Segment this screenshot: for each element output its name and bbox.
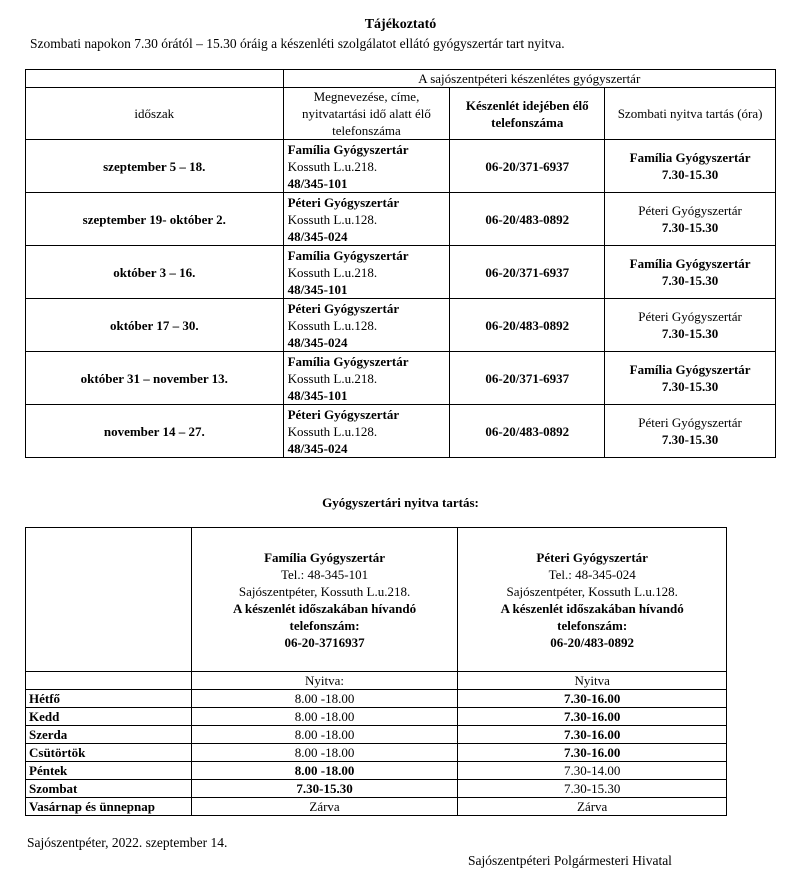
table-row [26, 140, 776, 193]
period-cell: október 31 – november 13. [26, 352, 284, 405]
duty-phone-cell: 06-20/371-6937 [450, 246, 605, 299]
pharmacy-phone: 48/345-024 [287, 334, 348, 350]
day-cell: Kedd [26, 708, 192, 726]
pharmacy-name: Péteri Gyógyszertár [287, 406, 400, 422]
saturday-pharmacy: Família Gyógyszertár [629, 256, 751, 271]
pharmacy-name: Péteri Gyógyszertár [536, 549, 648, 565]
duty-phone-cell: 06-20/371-6937 [450, 140, 605, 193]
column-header-saturday: Szombati nyitva tartás (óra) [605, 88, 776, 140]
duty-label: A készenlét időszakában hívandó telefonszám: [500, 600, 684, 633]
table-row [26, 690, 727, 708]
pharmacy-header-familia [191, 528, 458, 672]
day-cell: Szerda [26, 726, 192, 744]
empty-cell [26, 672, 192, 690]
footer-signature: Sajószentpéteri Polgármesteri Hivatal [468, 853, 672, 868]
pharmacy-address: Kossuth L.u.128. [287, 317, 378, 333]
pharmacy-name: Família Gyógyszertár [287, 247, 409, 263]
group-header: A sajószentpéteri készenlétes gyógyszertár [283, 70, 775, 88]
period-cell: október 17 – 30. [26, 299, 284, 352]
duty-phone: 06-20-3716937 [284, 634, 365, 650]
table-row [26, 246, 776, 299]
pharmacy-tel: Tel.: 48-345-024 [548, 566, 636, 582]
pharmacy-address: Sajószentpéter, Kossuth L.u.218. [238, 583, 411, 599]
peteri-hours-cell: 7.30-15.30 [458, 780, 727, 798]
pharmacy-phone: 48/345-101 [287, 281, 348, 297]
empty-header-cell [26, 528, 192, 672]
peteri-hours-cell: 7.30-16.00 [458, 690, 727, 708]
period-cell: november 14 – 27. [26, 405, 284, 458]
period-cell: szeptember 19- október 2. [26, 193, 284, 246]
saturday-pharmacy: Família Gyógyszertár [629, 150, 751, 165]
peteri-hours-cell: 7.30-16.00 [458, 708, 727, 726]
pharmacy-phone: 48/345-024 [287, 440, 348, 456]
saturday-hours: 7.30-15.30 [661, 379, 719, 394]
table-row [26, 744, 727, 762]
peteri-hours-cell: 7.30-14.00 [458, 762, 727, 780]
pharmacy-address: Kossuth L.u.218. [287, 158, 378, 174]
column-header-name: Megnevezése, címe, nyitvatartási idő alatt élő telefonszáma [283, 88, 450, 140]
saturday-hours: 7.30-15.30 [661, 432, 719, 447]
table-row [26, 299, 776, 352]
pharmacy-address: Kossuth L.u.218. [287, 264, 378, 280]
table-row [26, 193, 776, 246]
pharmacy-name: Família Gyógyszertár [287, 353, 409, 369]
day-cell: Péntek [26, 762, 192, 780]
peteri-hours-cell: Zárva [458, 798, 727, 816]
day-cell: Szombat [26, 780, 192, 798]
open-label-familia: Nyitva: [191, 672, 458, 690]
familia-hours-cell: 8.00 -18.00 [191, 762, 458, 780]
table-row [26, 726, 727, 744]
pharmacy-cell [283, 299, 450, 352]
familia-hours-cell: 7.30-15.30 [191, 780, 458, 798]
peteri-hours-cell: 7.30-16.00 [458, 744, 727, 762]
saturday-cell [605, 193, 776, 246]
familia-hours-cell: Zárva [191, 798, 458, 816]
pharmacy-cell [283, 193, 450, 246]
open-label-peteri: Nyitva [458, 672, 727, 690]
peteri-hours-cell: 7.30-16.00 [458, 726, 727, 744]
table-row [26, 708, 727, 726]
saturday-cell [605, 352, 776, 405]
day-cell: Hétfő [26, 690, 192, 708]
saturday-pharmacy: Péteri Gyógyszertár [638, 203, 742, 218]
saturday-cell [605, 246, 776, 299]
saturday-pharmacy: Família Gyógyszertár [629, 362, 751, 377]
period-cell: szeptember 5 – 18. [26, 140, 284, 193]
pharmacy-name: Péteri Gyógyszertár [287, 194, 400, 210]
pharmacy-address: Kossuth L.u.128. [287, 423, 378, 439]
duty-label: A készenlét időszakában hívandó telefonszám: [232, 600, 417, 633]
duty-schedule-table [25, 69, 776, 458]
intro-text: Szombati napokon 7.30 órától – 15.30 óráig a készenléti szolgálatot ellátó gyógyszertár tart nyitva. [30, 36, 565, 51]
table-row [26, 780, 727, 798]
saturday-hours: 7.30-15.30 [661, 167, 719, 182]
pharmacy-header-peteri [458, 528, 727, 672]
duty-phone: 06-20/483-0892 [550, 634, 635, 650]
table-row [26, 405, 776, 458]
duty-phone-cell: 06-20/371-6937 [450, 352, 605, 405]
document-title: Tájékoztató [364, 17, 437, 32]
pharmacy-name: Família Gyógyszertár [287, 141, 409, 157]
saturday-hours: 7.30-15.30 [661, 220, 719, 235]
pharmacy-tel: Tel.: 48-345-101 [280, 566, 369, 582]
familia-hours-cell: 8.00 -18.00 [191, 690, 458, 708]
pharmacy-phone: 48/345-024 [287, 228, 348, 244]
column-header-period: időszak [26, 88, 284, 140]
pharmacy-address: Sajószentpéter, Kossuth L.u.128. [506, 583, 678, 599]
duty-phone-cell: 06-20/483-0892 [450, 193, 605, 246]
duty-phone-cell: 06-20/483-0892 [450, 405, 605, 458]
saturday-cell [605, 299, 776, 352]
pharmacy-cell [283, 352, 450, 405]
pharmacy-cell [283, 405, 450, 458]
pharmacy-phone: 48/345-101 [287, 175, 348, 191]
pharmacy-address: Kossuth L.u.128. [287, 211, 378, 227]
pharmacy-name: Péteri Gyógyszertár [287, 300, 400, 316]
day-cell: Csütörtök [26, 744, 192, 762]
period-cell: október 3 – 16. [26, 246, 284, 299]
duty-phone-cell: 06-20/483-0892 [450, 299, 605, 352]
table-row [26, 798, 727, 816]
opening-hours-table [25, 527, 727, 816]
day-cell: Vasárnap és ünnepnap [26, 798, 192, 816]
familia-hours-cell: 8.00 -18.00 [191, 708, 458, 726]
familia-hours-cell: 8.00 -18.00 [191, 744, 458, 762]
saturday-cell [605, 140, 776, 193]
saturday-hours: 7.30-15.30 [661, 273, 719, 288]
footer-date: Sajószentpéter, 2022. szeptember 14. [27, 835, 228, 850]
saturday-hours: 7.30-15.30 [661, 326, 719, 341]
saturday-pharmacy: Péteri Gyógyszertár [638, 309, 742, 324]
pharmacy-phone: 48/345-101 [287, 387, 348, 403]
saturday-pharmacy: Péteri Gyógyszertár [638, 415, 742, 430]
pharmacy-name: Família Gyógyszertár [264, 549, 386, 565]
pharmacy-cell [283, 246, 450, 299]
column-header-duty-phone: Készenlét idejében élő telefonszáma [450, 88, 605, 140]
empty-header-cell [26, 70, 284, 88]
table-row [26, 762, 727, 780]
pharmacy-address: Kossuth L.u.218. [287, 370, 378, 386]
pharmacy-cell [283, 140, 450, 193]
table-row [26, 352, 776, 405]
saturday-cell [605, 405, 776, 458]
hours-heading: Gyógyszertári nyitva tartás: [322, 495, 479, 510]
familia-hours-cell: 8.00 -18.00 [191, 726, 458, 744]
